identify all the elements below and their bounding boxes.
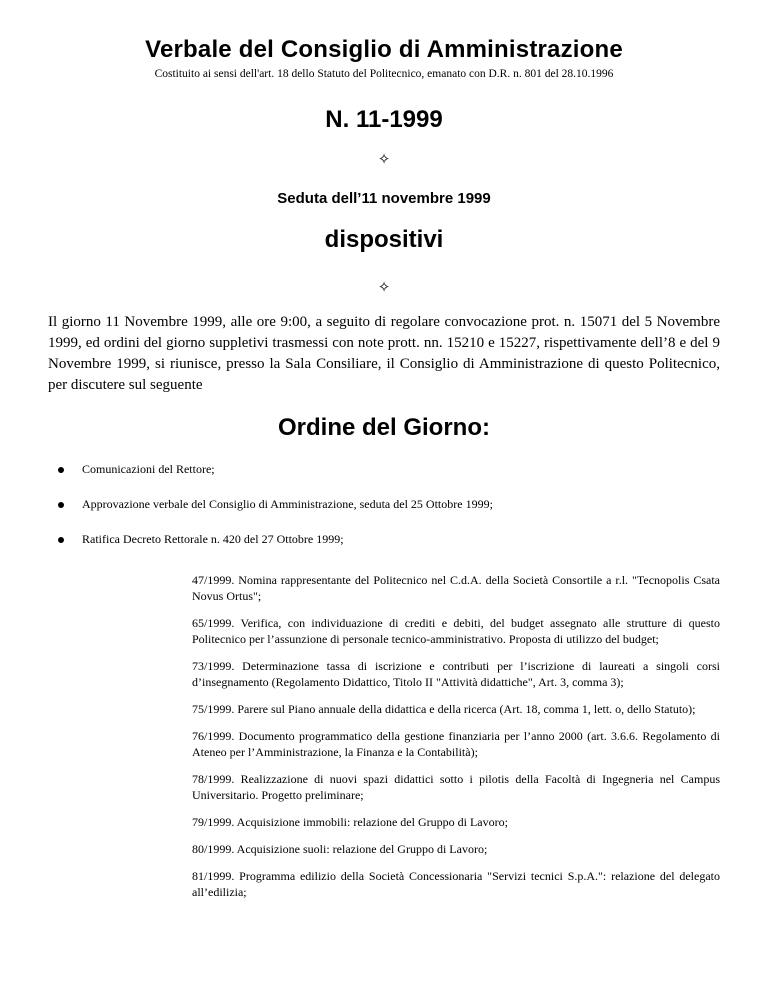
session-date: Seduta dell’11 novembre 1999 bbox=[277, 190, 491, 207]
list-item: 78/1999. Realizzazione di nuovi spazi didattici sotto i pilotis della Facoltà di Ingegneria nel Campus Universitario. Progetto preliminare; bbox=[192, 772, 720, 802]
list-item: 75/1999. Parere sul Piano annuale della didattica e della ricerca (Art. 18, comma 1, lett. o, dello Statuto); bbox=[192, 702, 696, 716]
minutes-number: N. 11-1999 bbox=[325, 106, 443, 133]
list-item: 73/1999. Determinazione tassa di iscrizione e contributi per l’iscrizione di laureati a singoli corsi d’insegnamento (Regolamento Didattico, Titolo II "Attività didattiche", Art. 3, comma 3); bbox=[192, 659, 720, 689]
section-heading: dispositivi bbox=[324, 226, 444, 253]
list-item: 76/1999. Documento programmatico della gestione finanziaria per l’anno 2000 (art. 3.6.6. Regolamento di Ateneo per l’Amministrazione, la Finanza e la Contabilità); bbox=[192, 729, 720, 759]
list-item: Approvazione verbale del Consiglio di Amministrazione, seduta del 25 Ottobre 1999; bbox=[58, 497, 738, 512]
document-subtitle: Costituito ai sensi dell'art. 18 dello Statuto del Politecnico, emanato con D.R. n. 801 del 28.10.1996 bbox=[154, 68, 614, 80]
list-item: 79/1999. Acquisizione immobili: relazione del Gruppo di Lavoro; bbox=[192, 815, 508, 829]
sparkle-icon: ✧ bbox=[377, 152, 391, 168]
list-item: 47/1999. Nomina rappresentante del Politecnico nel C.d.A. della Società Consortile a r.l. "Tecnopolis Csata Novus Ortus"; bbox=[192, 573, 720, 603]
list-item: Ratifica Decreto Rettorale n. 420 del 27 Ottobre 1999; bbox=[58, 532, 738, 547]
agenda-items bbox=[192, 572, 720, 911]
list-item: Comunicazioni del Rettore; bbox=[58, 462, 738, 477]
list-item: 80/1999. Acquisizione suoli: relazione del Gruppo di Lavoro; bbox=[192, 842, 488, 856]
document-title: Verbale del Consiglio di Amministrazione bbox=[145, 36, 623, 63]
sparkle-icon: ✧ bbox=[377, 280, 391, 296]
list-item: 81/1999. Programma edilizio della Società Concessionaria "Servizi tecnici S.p.A.": relazione del delegato all’edilizia; bbox=[192, 869, 720, 899]
agenda-heading: Ordine del Giorno: bbox=[277, 414, 490, 441]
intro-paragraph: Il giorno 11 Novembre 1999, alle ore 9:00, a seguito di regolare convocazione prot. n. 15071 del 5 Novembre 1999, ed ordini del giorno suppletivi trasmessi con note prott. nn. 15210 e 15227, rispettivamente dell’8 e del 9 Novembre 1999, si riunisce, presso la Sala Consiliare, il Consiglio di Amministrazione di questo Politecnico, per discutere sul seguente bbox=[48, 314, 720, 393]
agenda-bullet-list bbox=[58, 462, 738, 567]
list-item: 65/1999. Verifica, con individuazione di crediti e debiti, del budget assegnato alle strutture di questo Politecnico per l’assunzione di personale tecnico-amministrativo. Proposta di utilizzo del budget; bbox=[192, 616, 720, 646]
